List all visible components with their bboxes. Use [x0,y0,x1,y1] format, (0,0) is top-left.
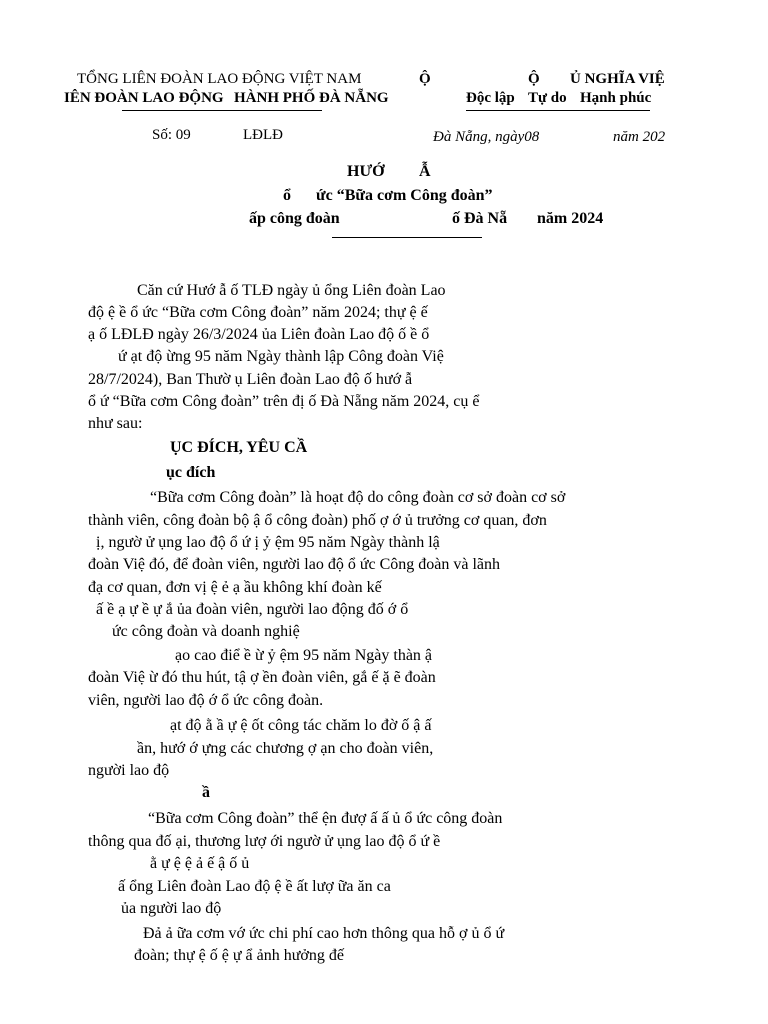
body-line: như sau: [88,415,143,432]
org-top-name: TỔNG LIÊN ĐOÀN LAO ĐỘNG VIỆT NAM [77,71,362,87]
body-line: ạt độ ằ ầ ự ệ ốt công tác chăm lo đờ ố ậ ấ [170,717,432,734]
title-underline [332,237,482,238]
org-sub-name-a: IÊN ĐOÀN LAO ĐỘNG [64,90,224,106]
place-date: Đà Nẵng, ngày08 [433,129,540,145]
body-line: người lao độ [88,762,170,779]
title-line2-b: ức “Bữa cơm Công đoàn” [316,187,493,204]
header-left-underline [122,110,322,111]
section-subheading: ầ [202,784,210,801]
body-line: đoàn Việ đó, để đoàn viên, người lao độ ổ ức Công đoàn và lãnh [88,556,501,573]
body-line: ứ ạt độ ừng 95 năm Ngày thành lập Công đoàn Việ [118,348,444,365]
date-year: năm 202 [613,129,666,145]
body-line: ấ ổng Liên đoàn Lao độ ệ ề ất lượ ữa ăn ca [118,878,391,895]
header-right-underline [466,110,650,111]
motto-fragment-3: Ủ NGHĨA VIỆ [570,71,665,87]
body-line: độ ệ ề ổ ức “Bữa cơm Công đoàn” năm 2024; thự ệ ế [88,304,428,321]
body-line: viên, người lao độ ớ ổ ức công đoàn. [88,692,324,709]
title-line1-b: Ẫ [419,163,431,180]
motto-hanhphuc: Hạnh phúc [580,90,652,106]
body-line: ủa người lao độ [121,900,222,917]
title-line3-b: ố Đà Nẵ [452,210,508,227]
body-line: ằ ự ệ ệ ả ế ậ ố ủ [150,855,250,872]
motto-tudo: Tự do [528,90,567,106]
title-line2-a: ổ [283,187,291,204]
body-line: Đả ả ữa cơm vớ ức chi phí cao hơn thông qua hỗ ợ ủ ổ ứ [143,925,505,942]
body-line: ổ ứ “Bữa cơm Công đoàn” trên đị ố Đà Nẵng năm 2024, cụ ể [88,393,480,410]
motto-doclap: Độc lập [466,90,515,106]
body-line: đoàn; thự ệ ố ệ ự ẩ ảnh hưởng đế [134,947,344,964]
body-line: ấ ề ạ ự ề ự ắ ủa đoàn viên, người lao động đố ớ ổ [96,601,409,618]
body-line: ạ ố LĐLĐ ngày 26/3/2024 ủa Liên đoàn Lao độ ố ề ổ [88,326,430,343]
section-heading: ỤC ĐÍCH, YÊU CẦ [170,439,308,456]
body-line: thành viên, công đoàn bộ ậ ổ công đoàn) phố ợ ớ ủ trưởng cơ quan, đơn [88,512,547,529]
body-line: đoàn Việ ừ đó thu hút, tậ ợ ền đoàn viên, gắ ế ặ ẽ đoàn [88,669,436,686]
body-line: ức công đoàn và doanh nghiệ [112,623,300,640]
title-line1-a: HƯỚ [347,163,385,180]
org-sub-name-b: HÀNH PHỐ ĐÀ NẴNG [234,90,389,106]
document-number-suffix: LĐLĐ [243,127,283,143]
body-line: thông qua đố ại, thương lượ ới ngườ ử ụng lao độ ổ ứ ề [88,833,441,850]
motto-fragment-2: Ộ [528,71,540,87]
body-line: “Bữa cơm Công đoàn” là hoạt độ do công đoàn cơ sở đoàn cơ sở [150,489,566,506]
body-line: “Bữa cơm Công đoàn” thể ện đượ ấ ấ ủ ổ ức công đoàn [148,810,503,827]
body-line: 28/7/2024), Ban Thườ ụ Liên đoàn Lao độ ố hướ ẫ [88,371,413,388]
section-subheading: ục đích [166,464,216,481]
body-line: Căn cứ Hướ ẫ ố TLĐ ngày ủ ổng Liên đoàn Lao [137,282,446,299]
body-line: đạ cơ quan, đơn vị ệ ẻ ạ ầu không khí đoàn kế [88,579,382,596]
title-line3-a: ấp công đoàn [249,210,340,227]
body-line: ị, ngườ ử ụng lao độ ổ ứ ị ỷ ệm 95 năm Ngày thành lậ [96,534,440,551]
motto-fragment-1: Ộ [419,71,431,87]
title-line3-c: năm 2024 [537,210,604,227]
body-line: ạo cao điể ề ừ ỷ ệm 95 năm Ngày thàn ậ [175,647,433,664]
body-line: ần, hướ ớ ựng các chương ợ ạn cho đoàn viên, [137,740,434,757]
document-number: Số: 09 [152,127,191,143]
